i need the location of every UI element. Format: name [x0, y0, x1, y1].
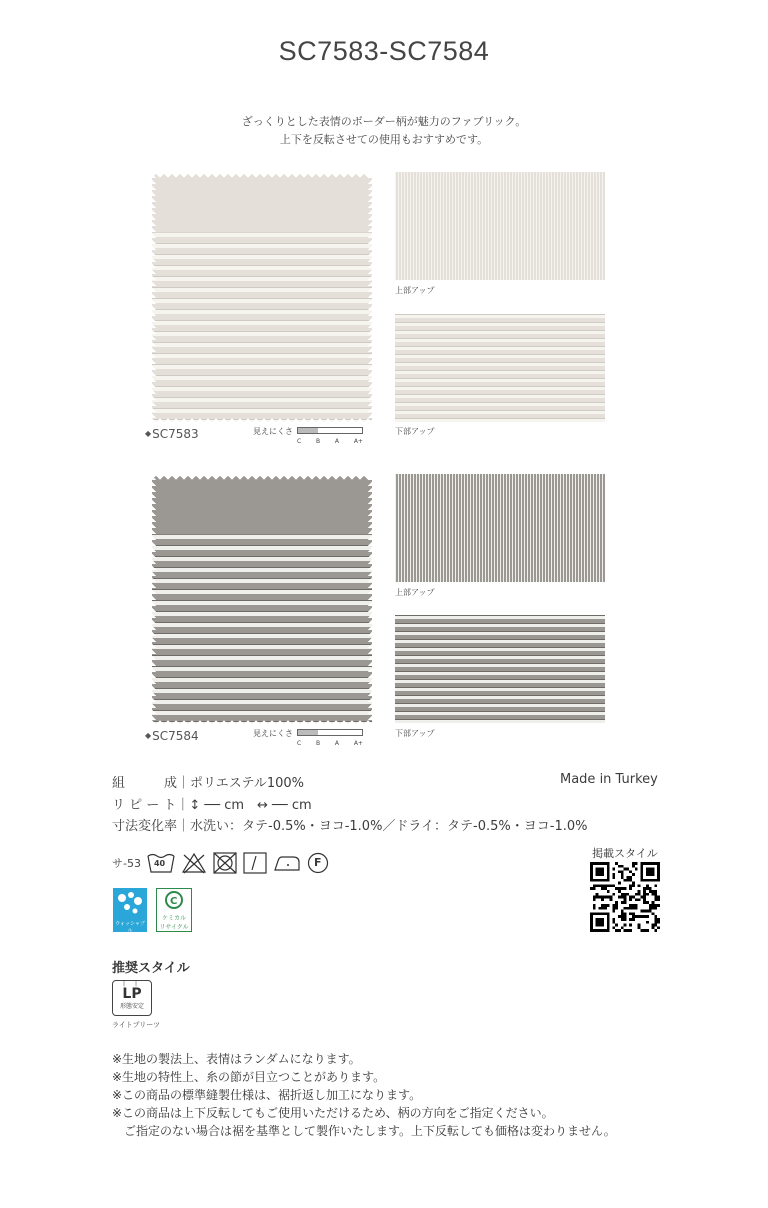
pinked-edge [152, 474, 372, 482]
note-line: ※生地の製法上、表情はランダムになります。 [112, 1052, 361, 1066]
light-pleats-caption: ライトプリーツ [112, 1021, 161, 1029]
lower-closeup-caption: 下部アップ [395, 427, 435, 436]
lower-closeup-caption: 下部アップ [395, 729, 435, 738]
wash-40-icon [147, 852, 175, 874]
visibility-scale-fill [298, 428, 318, 433]
fabric-swatch-main [152, 474, 372, 726]
spec-composition: 組 成｜ポリエステル100% [112, 776, 304, 791]
page-title: SC7583-SC7584 [278, 36, 490, 66]
pinked-edge [152, 718, 372, 726]
intro-line-2: 上下を反転させての使用もおすすめです。 [279, 133, 489, 146]
pinked-edge [366, 474, 372, 726]
recycle-label: リサイクル [159, 924, 189, 931]
fabric-swatch-upper-closeup [395, 172, 605, 280]
lp-sub-label: 形態安定 [119, 1003, 144, 1010]
visibility-scale-ticks [297, 438, 363, 445]
pinked-edge [366, 172, 372, 424]
pinked-edge [152, 474, 158, 726]
dry-clean-letter: F [313, 856, 322, 869]
upper-closeup-caption: 上部アップ [395, 588, 435, 597]
fabric-swatch-upper-closeup [395, 474, 605, 582]
washable-label: ウォッシャブル [115, 921, 145, 934]
scale-tick: A+ [353, 438, 363, 445]
made-in: Made in Turkey [560, 772, 658, 787]
note-line: ご指定のない場合は裾を基準として製作いたします。上下反転しても価格は変わりません。 [112, 1124, 616, 1138]
product-code: ◆SC7584 [145, 729, 199, 743]
note-line: ※この商品は上下反転してもご使用いただけるため、柄の方向をご指定ください。 [112, 1106, 554, 1120]
iron-low-icon [273, 852, 301, 874]
recommended-style-title: 推奨スタイル [112, 961, 190, 976]
upper-closeup-caption: 上部アップ [395, 286, 435, 295]
visibility-scale-ticks [297, 740, 363, 747]
no-bleach-icon [181, 852, 207, 874]
visibility-scale-bar [297, 729, 363, 736]
fabric-swatch-lower-closeup [395, 615, 605, 723]
chemical-label: ケミカル [161, 915, 186, 922]
scale-tick: C [297, 740, 302, 747]
spec-shrinkage: 寸法変化率｜水洗い：タテ-0.5%・ヨコ-1.0%／ドライ：タテ-0.5%・ヨコ-1.0% [112, 819, 588, 834]
spec-repeat: リ ピ ー ト｜↕ ── cm ↔ ── cm [112, 798, 312, 813]
wash-temp-value: 40 [153, 859, 166, 868]
scale-tick: C [297, 438, 302, 445]
pinked-edge [152, 172, 372, 180]
visibility-scale-fill [298, 730, 318, 735]
fabric-swatch-main [152, 172, 372, 424]
washable-badge [113, 888, 147, 932]
svg-text:C: C [170, 896, 178, 907]
light-pleats-icon: | | LP 形態安定 [112, 980, 152, 1016]
scale-tick: A [334, 438, 340, 445]
chemical-recycle-badge [156, 888, 192, 932]
intro-line-1: ざっくりとした表情のボーダー柄が魅力のファブリック。 [241, 115, 527, 128]
visibility-label: 見えにくさ [253, 427, 293, 436]
dry-clean-f-icon [307, 852, 329, 874]
scale-tick: B [316, 438, 321, 445]
visibility-label: 見えにくさ [253, 729, 293, 738]
no-tumble-dry-icon [213, 852, 237, 874]
product-code: ◆SC7583 [145, 427, 199, 441]
care-code: サ-53 [112, 857, 141, 870]
scale-tick: A [334, 740, 340, 747]
scale-tick: B [316, 740, 321, 747]
scale-tick: A+ [353, 740, 363, 747]
care-symbols [112, 852, 329, 874]
pinked-edge [152, 416, 372, 424]
fabric-swatch-lower-closeup [395, 314, 605, 422]
visibility-scale-bar [297, 427, 363, 434]
lp-mark: LP [122, 986, 142, 1002]
note-line: ※生地の特性上、糸の節が目立つことがあります。 [112, 1070, 386, 1084]
qr-caption: 掲載スタイル [592, 847, 658, 860]
note-line: ※この商品の標準縫製仕様は、裾折返し加工になります。 [112, 1088, 422, 1102]
qr-code[interactable] [590, 862, 660, 936]
drip-dry-icon [243, 852, 267, 874]
pinked-edge [152, 172, 158, 424]
